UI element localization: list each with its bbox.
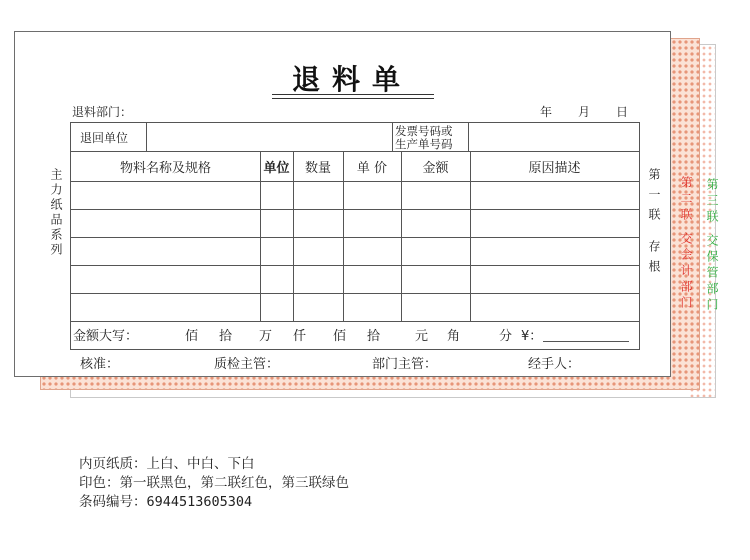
handler-label: 经手人： [528,357,581,372]
return-unit-label: 退回单位 [80,131,129,145]
spec-barcode: 条码编号：6944513605304 [79,494,253,510]
col-header-material: 物料名称及规格 [119,161,211,176]
dept-supervisor-label: 部门主管： [372,357,438,372]
date-fields [540,103,628,120]
year-label: 年 [540,105,553,119]
amount-underline [543,341,629,342]
month-label: 月 [578,105,591,119]
col-divider [343,151,344,321]
title-underline [272,94,434,95]
col-header-reason: 原因描述 [528,161,581,176]
unit-shi: 拾 [219,329,233,344]
form-table [70,122,640,350]
return-unit-row [71,123,639,152]
table-row-line [71,181,639,182]
col-header-price: 单 价 [356,161,388,176]
unit-qian: 仟 [293,329,307,344]
col-header-qty: 数量 [304,161,331,176]
dept-label: 退料部门： [72,105,133,119]
invoice-label-2: 生产单号码 [395,137,453,151]
series-label: 主力纸品系列 [49,168,63,258]
unit-bai-2: 佰 [333,329,347,344]
copy3-label: 第三联 交保管部门 [705,178,719,314]
col-header-unit: 单位 [263,161,290,176]
copy2-label: 第二联 交会计部门 [679,176,693,312]
col-divider [293,151,294,321]
spec-paper: 内页纸质：上白、中白、下白 [79,456,255,472]
title-underline-2 [272,98,434,99]
unit-yuan: 元 [415,329,429,344]
divider [392,123,393,151]
qc-supervisor-label: 质检主管： [214,357,280,372]
approve-label: 核准： [80,357,120,372]
invoice-label: 发票号码或 [395,124,453,138]
unit-wan: 万 [259,329,273,344]
table-row-line [71,293,639,294]
table-row-line [71,265,639,266]
spec-colors: 印色：第一联黑色，第二联红色，第三联绿色 [79,475,349,491]
unit-jiao: 角 [447,329,461,344]
copy1-label: 第一联 存根 [647,168,661,280]
col-divider [260,151,261,321]
table-row-line [71,321,639,322]
amount-words-label: 金额大写： [73,329,139,344]
col-divider [470,151,471,321]
col-divider [401,151,402,321]
day-label: 日 [616,105,629,119]
col-header-amount: 金额 [422,161,449,176]
unit-fen: 分 [499,329,513,344]
table-row-line [71,209,639,210]
currency-symbol: ¥： [521,329,543,344]
divider [146,123,147,151]
divider [468,123,469,151]
unit-bai: 佰 [185,329,199,344]
unit-shi-2: 拾 [367,329,381,344]
table-row-line [71,237,639,238]
form-title: 退料单 [291,63,412,96]
